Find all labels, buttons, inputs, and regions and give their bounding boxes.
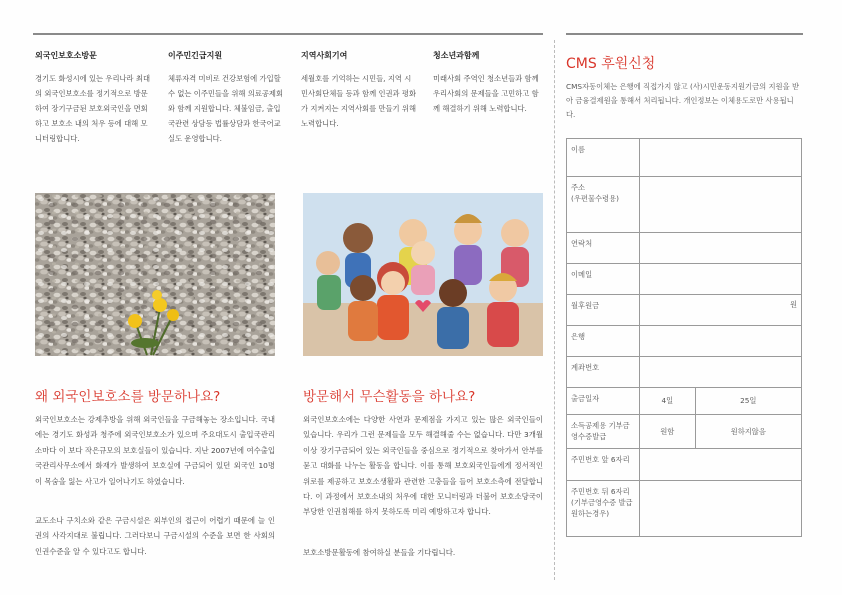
id-back-field[interactable] <box>640 481 802 537</box>
label-address-line1: 주소 <box>571 183 586 192</box>
label-contact: 연락처 <box>567 233 640 264</box>
cms-description: CMS자동이체는 은행에 직접가지 않고 (사)시민운동지원기금의 지원을 받아 금융결제원을 통해서 처리됩니다. 개인정보는 이체용도로만 사용됩니다. <box>566 82 799 119</box>
date-option-4[interactable]: 4일 <box>640 388 696 415</box>
account-field[interactable] <box>640 357 802 388</box>
mid-section-para1: 외국인보호소에는 다양한 사연과 문제점을 가지고 있는 많은 외국인들이 있습니다. 우리가 그런 문제들을 모두 해결해줄 수는 없습니다. 다만 3개월 이상 장기구금되어 있는 외국인들을 중심으로 정기적으로 찾아가서 안부를 묻고 대화를 나누는 활동을 합니다. 이를 통해 보호외국인들에게 정서적인 위로를 제공하고 보호소생활과 관련한 고충들을 들어 보호소측에 전달합니다. 이 과정에서 보호소내의 처우에 대한 모니터링과 더불어 보호소당국이 부당한 인권침해를 하지 못하도록 미리 예방하고자 합니다. <box>303 415 543 517</box>
label-name: 이름 <box>567 139 640 177</box>
name-field[interactable] <box>640 139 802 177</box>
bank-field[interactable] <box>640 326 802 357</box>
label-address-line2: (우편물수령용) <box>571 194 619 203</box>
date-option-25[interactable]: 25일 <box>695 388 801 415</box>
label-amount: 월후원금 <box>567 295 640 326</box>
column-title-community: 지역사회기여 <box>301 51 348 60</box>
cms-title: CMS 후원신청 <box>566 56 656 72</box>
label-address <box>567 177 640 233</box>
column-text-visit: 경기도 화성시에 있는 우리나라 최대의 외국인보호소를 정기적으로 방문하여 장기구금된 보호외국인을 면회하고 보호소 내의 처우 등에 대해 모니터링합니다. <box>35 74 151 143</box>
label-withdraw-date: 출금일자 <box>567 388 640 415</box>
column-title-youth: 청소년과함께 <box>433 51 480 60</box>
gravel-flower-photo <box>35 193 275 356</box>
children-drawing-photo <box>303 193 543 356</box>
column-text-youth: 미래사회 주역인 청소년들과 함께 우리사회의 문제들을 고민하고 함께 해결하기 위해 노력합니다. <box>433 74 539 113</box>
label-bank: 은행 <box>567 326 640 357</box>
amount-field[interactable] <box>640 295 802 326</box>
left-section-title: 왜 외국인보호소를 방문하나요? <box>35 389 221 405</box>
left-section-para1: 외국인보호소는 강제추방을 위해 외국인들을 구금해놓는 장소입니다. 국내에는 경기도 화성과 청주에 외국인보호소가 있으며 주요대도시 출입국관리소마다 이 보다 작은규모의 보호실들이 있습니다. 지난 2007년에 여수출입국관리사무소에서 화재가 발생하여 보호실에 구금되어 있던 외국인 10명이 목숨을 잃는 사고가 일어나기도 하였습니다. <box>35 415 275 486</box>
column-text-emergency: 체류자격 미비로 건강보험에 가입할 수 없는 이주민들을 위해 의료공제회와 함께 지원합니다. 체불임금, 출입국관련 상담등 법률상담과 한국어교실도 운영합니다. <box>168 74 284 143</box>
deduction-no-option[interactable]: 원하지않음 <box>695 415 801 449</box>
cms-form-table <box>566 138 802 537</box>
contact-field[interactable] <box>640 233 802 264</box>
id-front-field[interactable] <box>640 449 802 481</box>
mid-section-title: 방문해서 무슨활동을 하나요? <box>303 389 476 405</box>
label-account: 계좌번호 <box>567 357 640 388</box>
email-field[interactable] <box>640 264 802 295</box>
column-title-visit: 외국인보호소방문 <box>35 51 97 60</box>
column-text-community: 세월호를 기억하는 시민들, 지역 시민사회단체들 등과 함께 인권과 평화가 지켜지는 지역사회를 만들기 위해 노력합니다. <box>301 74 417 128</box>
top-rule-right <box>566 33 803 35</box>
column-title-emergency: 이주민긴급지원 <box>168 51 223 60</box>
label-id-front: 주민번호 앞 6자리 <box>567 449 640 481</box>
mid-section-para2: 보호소방문활동에 참여하실 분들을 기다립니다. <box>303 548 456 557</box>
amount-unit: 원 <box>789 300 797 309</box>
label-deduction-receipt: 소득공제용 기부금영수증발급 <box>567 415 640 449</box>
top-rule-left <box>33 33 543 35</box>
address-field[interactable] <box>640 177 802 233</box>
deduction-yes-option[interactable]: 원함 <box>640 415 696 449</box>
label-email: 이메일 <box>567 264 640 295</box>
label-id-back: 주민번호 뒤 6자리(기부금영수증 발급원하는경우) <box>567 481 640 537</box>
column-divider <box>554 40 555 580</box>
left-section-para2: 교도소나 구치소와 같은 구금시설은 외부인의 접근이 어렵기 때문에 늘 인권의 사각지대로 불립니다. 그러다보니 구금시설의 수준을 보면 한 사회의 인권수준을 알 수 있다고도 합니다. <box>35 516 275 556</box>
